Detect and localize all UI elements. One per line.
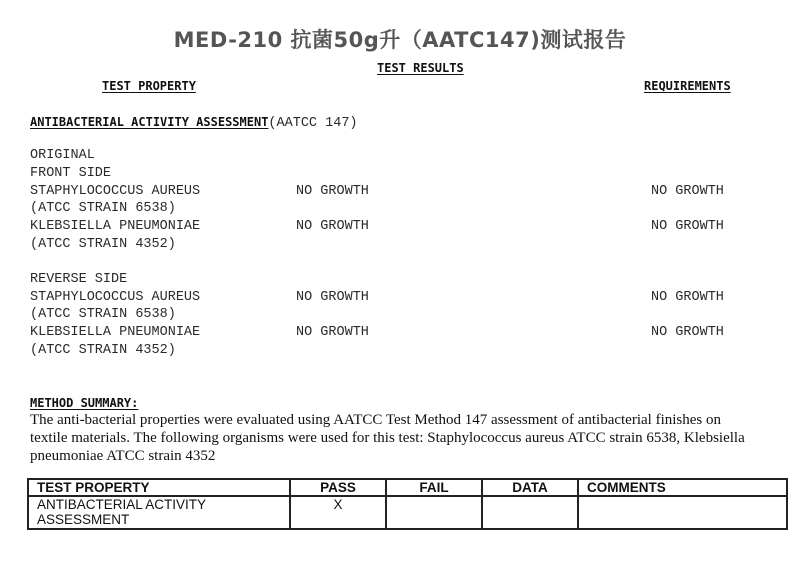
method-summary-line-1: The anti-bacterial properties were evaluated using AATCC Test Method 147 assessment of antibacterial finishes on xyxy=(30,412,721,428)
front-requirement-1: NO GROWTH xyxy=(651,184,724,199)
reverse-side-label: REVERSE SIDE xyxy=(30,272,128,287)
reverse-requirement-2: NO GROWTH xyxy=(651,325,724,340)
method-summary-line-2: textile materials. The following organisms were used for this test: Staphylococcus aureus ATCC strain 6538, Klebsiella xyxy=(30,430,745,446)
header-fail: FAIL xyxy=(386,479,482,496)
reverse-requirement-1: NO GROWTH xyxy=(651,290,724,305)
test-results-header: TEST RESULTS xyxy=(377,61,464,75)
section-heading-line xyxy=(30,113,358,131)
cell-property-line-2: ASSESSMENT xyxy=(37,512,130,527)
test-property-header: TEST PROPERTY xyxy=(102,79,196,93)
reverse-result-2: NO GROWTH xyxy=(296,325,369,340)
front-requirement-2: NO GROWTH xyxy=(651,219,724,234)
method-summary-line-3: pneumoniae ATCC strain 4352 xyxy=(30,448,216,464)
front-strain-2: (ATCC STRAIN 4352) xyxy=(30,237,176,252)
section-heading: ANTIBACTERIAL ACTIVITY ASSESSMENT xyxy=(30,115,269,129)
section-method-ref: (AATCC 147) xyxy=(268,116,358,131)
front-organism-1: STAPHYLOCOCCUS AUREUS xyxy=(30,184,201,199)
table-row xyxy=(28,496,787,529)
reverse-strain-1: (ATCC STRAIN 6538) xyxy=(30,307,176,322)
cell-data xyxy=(482,496,578,529)
header-pass: PASS xyxy=(290,479,386,496)
summary-table-header-row xyxy=(28,479,787,496)
header-test-property: TEST PROPERTY xyxy=(28,479,290,496)
method-summary-heading: METHOD SUMMARY: xyxy=(30,396,139,410)
reverse-result-1: NO GROWTH xyxy=(296,290,369,305)
header-data: DATA xyxy=(482,479,578,496)
front-result-1: NO GROWTH xyxy=(296,184,369,199)
requirements-header: REQUIREMENTS xyxy=(644,79,731,93)
front-result-2: NO GROWTH xyxy=(296,219,369,234)
report-title: MED-210 抗菌50g升（AATC147)测试报告 xyxy=(173,28,627,52)
reverse-organism-1: STAPHYLOCOCCUS AUREUS xyxy=(30,290,201,305)
cell-fail xyxy=(386,496,482,529)
front-strain-1: (ATCC STRAIN 6538) xyxy=(30,201,176,216)
cell-property-line-1: ANTIBACTERIAL ACTIVITY xyxy=(37,497,207,512)
front-organism-2: KLEBSIELLA PNEUMONIAE xyxy=(30,219,201,234)
original-label: ORIGINAL xyxy=(30,148,95,163)
summary-table xyxy=(27,478,788,530)
cell-test-property xyxy=(28,496,290,529)
reverse-strain-2: (ATCC STRAIN 4352) xyxy=(30,343,176,358)
cell-pass: X xyxy=(290,496,386,529)
cell-comments xyxy=(578,496,787,529)
reverse-organism-2: KLEBSIELLA PNEUMONIAE xyxy=(30,325,201,340)
front-side-label: FRONT SIDE xyxy=(30,166,112,181)
header-comments: COMMENTS xyxy=(578,479,787,496)
